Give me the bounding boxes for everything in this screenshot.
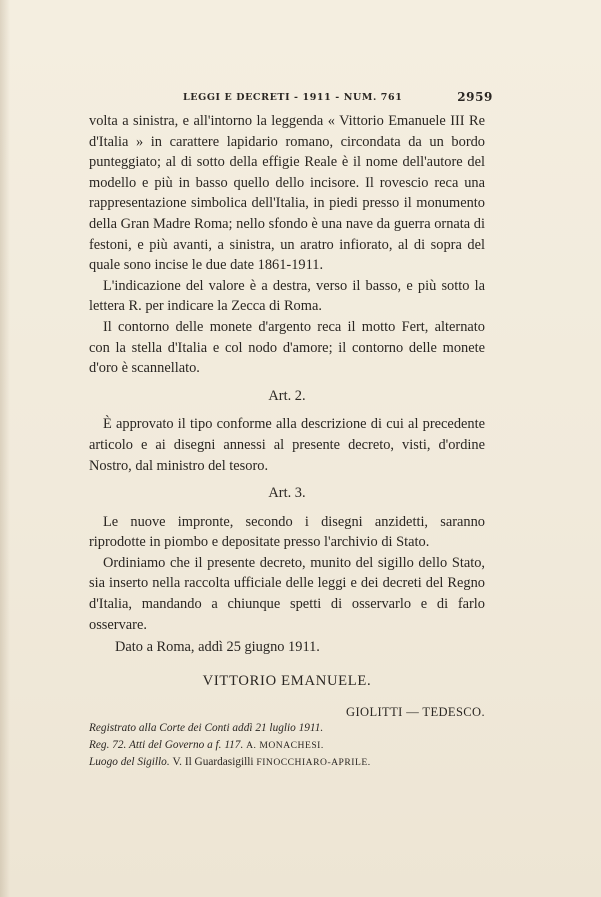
article-3-heading: Art. 3. [268,485,306,502]
keeper-title: V. Il Guardasigilli [172,756,254,768]
registrar-name: A. MONACHESI. [246,739,324,751]
registration-notes [89,720,485,772]
registration-line: Registrato alla Corte dei Conti addì 21 luglio 1911. [89,722,324,734]
article-2-heading: Art. 2. [268,387,306,404]
page-header [183,90,493,106]
paragraph-edge: Il contorno delle monete d'argento reca il motto Fert, alternato con la stella d'Italia e col nodo d'amore; il contorno delle monete d'oro è scannellato. [89,318,485,377]
running-head: LEGGI E DECRETI - 1911 - NUM. 761 [183,92,403,103]
date-place: Dato a Roma, addì 25 giugno 1911. [115,639,320,656]
royal-signature: VITTORIO EMANUELE. [202,672,372,689]
paragraph-description: volta a sinistra, e all'intorno la leggenda « Vittorio Emanuele III Re d'Italia » in carattere lapidario romano, circondata da un bordo punteggiato; al di sotto della effigie Reale è il nome dell'autore del modello e più in basso quello dello incisore. Il rovescio reca una rappresentazione simbolica dell'Italia, in piedi presso il monumento della Gran Madre Roma; nello sfondo è una nave da guerra ornata di festoni, e più avanti, a sinistra, un aratro infiorato, al di sopra del quale sono incise le due date 1861-1911. [89,113,485,274]
seal-place: Luogo del Sigillo. [89,756,170,768]
seal-line [89,754,485,772]
register-ref: Reg. 72. Atti del Governo a f. 117. [89,738,244,751]
keeper-name: FINOCCHIARO-APRILE. [256,757,371,768]
paragraph-value: L'indicazione del valore è a destra, verso il basso, e più sotto la lettera R. per indicare la Zecca di Roma. [89,277,485,315]
paragraph-ordiniamo: Ordiniamo che il presente decreto, munito del sigillo dello Stato, sia inserto nella raccolta ufficiale delle leggi e dei decreti del Regno d'Italia, mandando a chiunque spetti di osservarlo e di farlo osservare. [89,554,485,633]
article-3-text: Le nuove impronte, secondo i disegni anzidetti, saranno riprodotte in piombo e depositate presso l'archivio di Stato. [89,513,485,551]
register-line [89,737,485,755]
page-edge-shadow [0,0,10,897]
article-2-text: È approvato il tipo conforme alla descrizione di cui al precedente articolo e ai disegni annessi al presente decreto, visti, d'ordine Nostro, dal ministro del tesoro. [89,416,485,474]
decree-body [89,111,485,723]
countersignatures: GIOLITTI — TEDESCO. [346,705,485,720]
page-number: 2959 [457,90,493,104]
